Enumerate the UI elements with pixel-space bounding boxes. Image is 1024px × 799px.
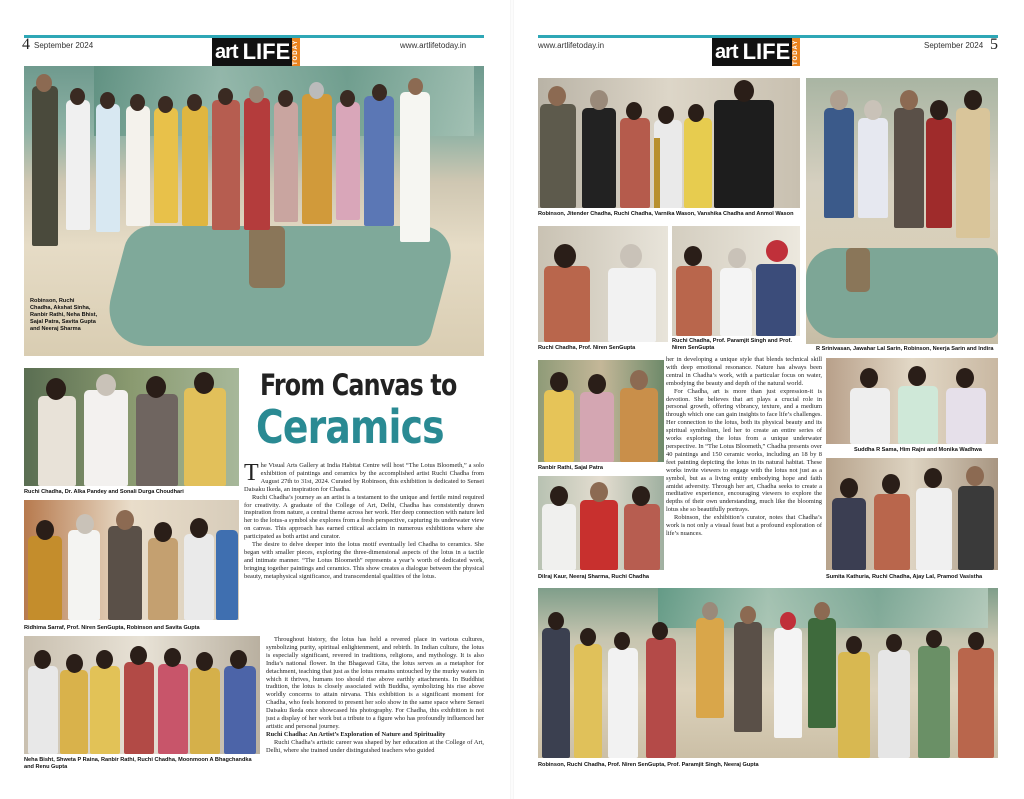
logo-today: TODAY: [793, 39, 800, 65]
article-body-part2: [266, 636, 484, 778]
photo-ruchi-niren: [538, 226, 668, 342]
right-article-paragraph-2: For Chadha, art is more than just expression-it is devotion. She believes that art plays a crucial role in personal growth, offering vibrancy, texture, and a medium through which one can gain insights to face life’s challenges. Her connection to the lotus, both its physical beauty and its spiritual symbolism, led her to create an entire series of works exploring the lotus from a unique underwater perspective. In “The Lotus Bloometh,” Chadha presents over 40 paintings and 150 ceramic works, including an 18 by 8 feet painting depicting the lotus in its natural habitat. These works invite viewers to engage with the lotus not just as a symbol, but as a living entity embodying hope and faith amidst adversity. Through her art, Chadha seeks to create a meditative experience, encouraging viewers to explore the depths of their own understanding, much like the blooming lotus she so beautifully portrays.: [666, 387, 822, 514]
article-subhead: Ruchi Chadha: An Artist’s Exploration of Nature and Spirituality: [266, 730, 446, 738]
left-page: [0, 0, 510, 799]
logo-today: TODAY: [293, 39, 300, 65]
brass-lamp: [654, 138, 660, 208]
header-date: September 2024: [924, 41, 984, 50]
tree-stump: [846, 248, 870, 292]
caption-right-photo-6: Suddha R Sama, Him Rajni and Monika Wadhwa: [854, 447, 982, 453]
page-number: 4: [22, 36, 30, 53]
header-date: September 2024: [34, 41, 94, 50]
artlife-logo: [212, 38, 300, 66]
caption-photo-4: Neha Bisht, Shweta P Raina, Ranbir Rathi, Ruchi Chadha, Moonmoon A Bhagchandka and Renu Gupta: [24, 757, 252, 770]
article-paragraph-3: The desire to delve deeper into the lotus motif eventually led Chadha to ceramics. She began with smaller pieces, exploring the three-dimensional aspects of the lotus in a tactile and intimate manner. “The Lotus Bloometh” represents a year’s worth of dedicated work, bringing together paintings and ceramics. This show creates a dialogue between the physical beauty, metaphysical significance, and transcendental qualities of the lotus.: [244, 541, 484, 580]
photo-dilraj-neeraj-ruchi: [538, 476, 664, 570]
article-title-line1: From Canvas to: [260, 368, 457, 402]
caption-right-photo-7: Dilraj Kaur, Neeraj Sharma, Ruchi Chadha: [538, 574, 649, 580]
photo-sumita-ruchi-ajay-pramod: [826, 458, 998, 570]
caption-photo-2: Ruchi Chadha, Dr. Alka Pandey and Sonali Durga Choudhari: [24, 489, 184, 495]
photo-lamp-lighting: [538, 78, 800, 208]
caption-right-photo-9: Robinson, Ruchi Chadha, Prof. Niren SenGupta, Prof. Paramjit Singh, Neeraj Gupta: [538, 762, 759, 768]
tree-stump: [249, 226, 285, 288]
article-paragraph-5: Ruchi Chadha’s artistic career was shaped by her education at the College of Art, Delhi, where she trained under distinguished teachers who guided: [266, 738, 484, 754]
caption-right-photo-1: Robinson, Jitender Chadha, Ruchi Chadha, Varnika Wason, Vanshika Chadha and Anmol Wason: [538, 211, 794, 217]
drop-cap: T: [244, 462, 259, 486]
logo-life: LIFE: [742, 39, 791, 64]
article-paragraph-2: Ruchi Chadha’s journey as an artist is a testament to the unique and fertile mind required for creativity. A graduate of the College of Art, Delhi, Chadha has consistently drawn inspiration from nature, a central theme across her work. Her deep connection with nature led her to the lotus-a symbol she explores from a fresh perspective, capturing its underwater view on canvas. This approach has earned critical acclaim in numerous exhibitions where she participated as both artist and curator.: [244, 493, 484, 541]
photo-ruchi-alka-sonali: [24, 368, 239, 486]
photo-suddha-himrajni-monika: [826, 358, 998, 444]
right-article-paragraph-1: her in developing a unique style that blends technical skill with deep emotional resonance. Nature has always been central in Chadha’s work, with a particular focus on water, embodying the beauty and depth of the natural world.: [666, 356, 822, 387]
article-paragraph-4: Throughout history, the lotus has held a revered place in various cultures, symbolizing purity, spiritual enlightenment, and rebirth. In Indian culture, the lotus is especially significant, revered in traditions, religions, and mythology. It is also India’s national flower. In the Bhagavad Gita, the lotus serves as a metaphor for detachment, teaching that just as the lotus remains untouched by the murky waters in which it thrives, humans too should rise above earthly attachments. In Buddhist tradition, the lotus is closely associated with Buddha, symbolizing his rise above worldly concerns to attain nirvana. This exhibition is a significant moment for Chadha, who feels honored to present her solo show in the same space where Sensei Daisaku Ikeda once showcased his photography. For Chadha, this exhibition is not just a display of her work but a tribute to a figure who has profoundly influenced her artistic and personal journey.: [266, 636, 484, 730]
right-article-paragraph-3: Robinson, the exhibition’s curator, notes that Chadha’s work is not only a visual feast but a profound exploration of life’s nuances.: [666, 514, 822, 537]
article-paragraph-1: he Visual Arts Gallery at India Habitat Centre will host “The Lotus Bloometh,” a solo exhibition of paintings and ceramics by the accomplished artist Ruchi Chadha from August 27th to 31st, 2024. Curated by Robinson, this exhibition is dedicated to Sensei Daisaku Ikeda, an inspiration for Chadha.: [244, 462, 484, 493]
artlife-logo: [712, 38, 800, 66]
caption-right-photo-4: R Srinivasan, Jawahar Lal Sarin, Robinson, Neerja Sarin and Indira: [816, 346, 994, 352]
caption-photo-3: Ridhima Sarraf, Prof. Niren SenGupta, Robinson and Savita Gupta: [24, 625, 200, 631]
caption-right-photo-2: Ruchi Chadha, Prof. Niren SenGupta: [538, 345, 636, 351]
photo-srinivasan-group: [806, 78, 998, 344]
article-body-part1: [244, 462, 484, 634]
photo-ridhima-niren: [24, 500, 239, 620]
header-url: www.artlifetoday.in: [538, 41, 605, 50]
caption-right-photo-5: Ranbir Rathi, Sajal Patra: [538, 465, 603, 471]
photo-neha-shweta-group: [24, 636, 260, 754]
article-title-line2: Ceramics: [256, 400, 444, 454]
logo-art: art: [212, 38, 241, 66]
logo-art: art: [712, 38, 741, 66]
photo-ranbir-sajal: [538, 360, 664, 462]
photo-gallery-crowd: [538, 588, 998, 758]
caption-main-photo: Robinson, Ruchi Chadha, Akshat Sinha, Ranbir Rathi, Neha Bhist, Sajal Patra, Savita Gupta and Neeraj Sharma: [30, 298, 98, 332]
photo-paramjit-niren: [672, 226, 800, 336]
header-url: www.artlifetoday.in: [400, 41, 467, 50]
page-number: 5: [990, 36, 998, 53]
caption-right-photo-3: Ruchi Chadha, Prof. Paramjit Singh and Prof. Niren SenGupta: [672, 338, 792, 351]
logo-life: LIFE: [242, 39, 291, 64]
caption-right-photo-8: Sumita Kathuria, Ruchi Chadha, Ajay Lal, Pramod Vasistha: [826, 574, 983, 580]
right-article-body: [666, 356, 822, 578]
right-page: [514, 0, 1024, 799]
ceramic-lotus-installation: [806, 248, 998, 338]
